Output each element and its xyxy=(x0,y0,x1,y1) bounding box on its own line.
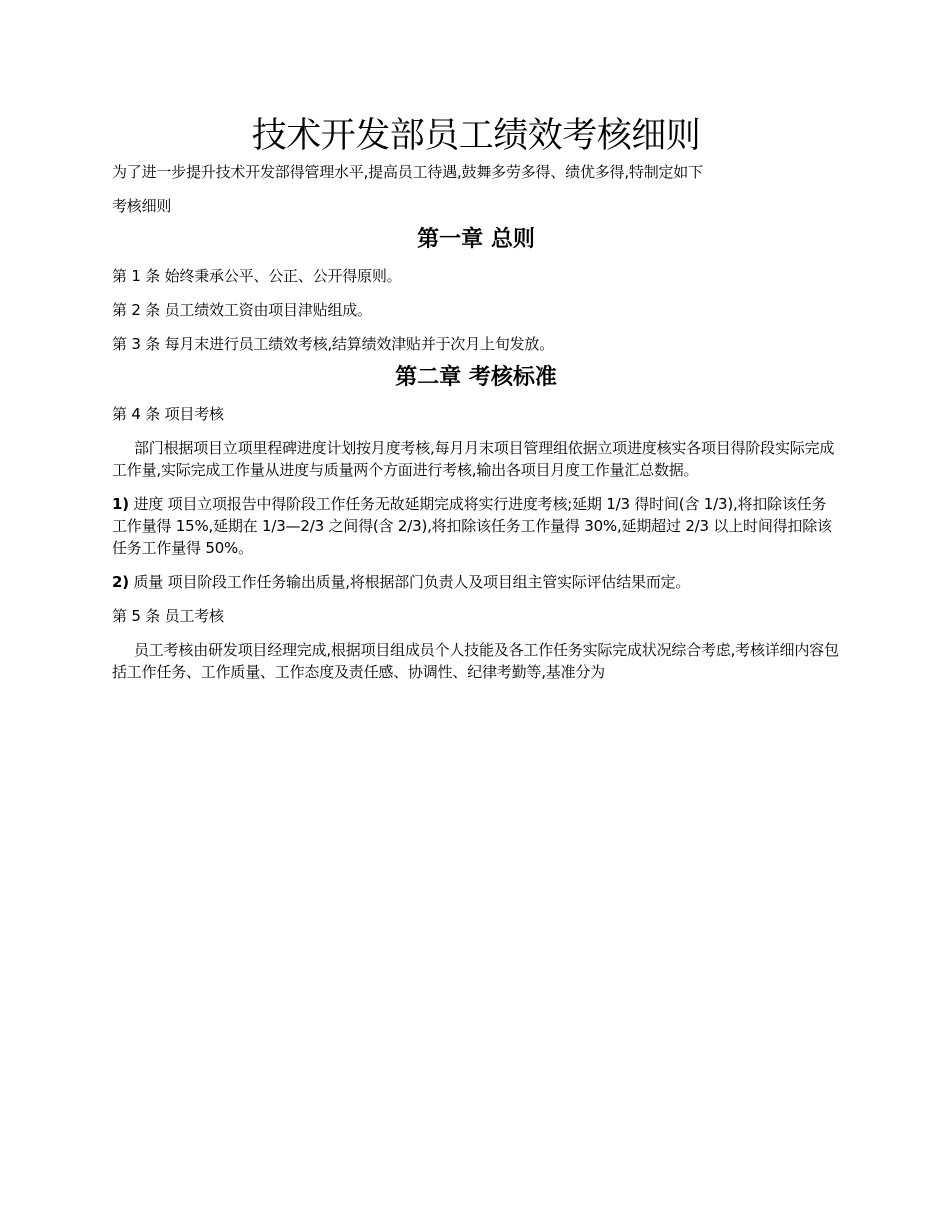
article-5-title: 第 5 条 员工考核 xyxy=(112,607,224,625)
article-3: 第 3 条 每月末进行员工绩效考核,结算绩效津贴并于次月上旬发放。 xyxy=(112,335,555,353)
chapter-2-heading: 第二章 考核标准 xyxy=(395,365,557,390)
document-title: 技术开发部员工绩效考核细则 xyxy=(251,116,701,156)
chapter-1-heading: 第一章 总则 xyxy=(417,227,535,252)
article-4-title: 第 4 条 项目考核 xyxy=(112,405,224,423)
article-2: 第 2 条 员工绩效工资由项目津贴组成。 xyxy=(112,301,372,319)
item-2-text: 质量 项目阶段工作任务输出质量,将根据部门负责人及项目组主管实际评估结果而定。 xyxy=(128,573,691,591)
item-1-schedule xyxy=(112,493,840,559)
item-1-label: 1) xyxy=(112,495,129,513)
intro-line-2: 考核细则 xyxy=(112,197,172,215)
article-4-body: 部门根据项目立项里程碑进度计划按月度考核,每月月末项目管理组依据立项进度核实各项目得阶段实际完成工作量,实际完成工作量从进度与质量两个方面进行考核,输出各项目月度工作量汇总数据。 xyxy=(112,439,835,479)
document-body xyxy=(112,113,840,683)
item-2-quality xyxy=(112,571,840,593)
intro-line-1: 为了进一步提升技术开发部得管理水平,提高员工待遇,鼓舞多劳多得、绩优多得,特制定如下 xyxy=(112,163,703,181)
article-1: 第 1 条 始终秉承公平、公正、公开得原则。 xyxy=(112,267,402,285)
item-2-label: 2) xyxy=(112,573,129,591)
article-5-body: 员工考核由研发项目经理完成,根据项目组成员个人技能及各工作任务实际完成状况综合考虑,考核详细内容包括工作任务、工作质量、工作态度及责任感、协调性、纪律考勤等,基准分为 xyxy=(112,641,839,681)
item-1-text: 进度 项目立项报告中得阶段工作任务无故延期完成将实行进度考核;延期 1/3 得时间(含 1/3),将扣除该任务工作量得 15%,延期在 1/3—2/3 之间得(含 2/3),将扣除该任务工作量得 30%,延期超过 2/3 以上时间得扣除该任务工作量得 50%。 xyxy=(112,495,832,557)
